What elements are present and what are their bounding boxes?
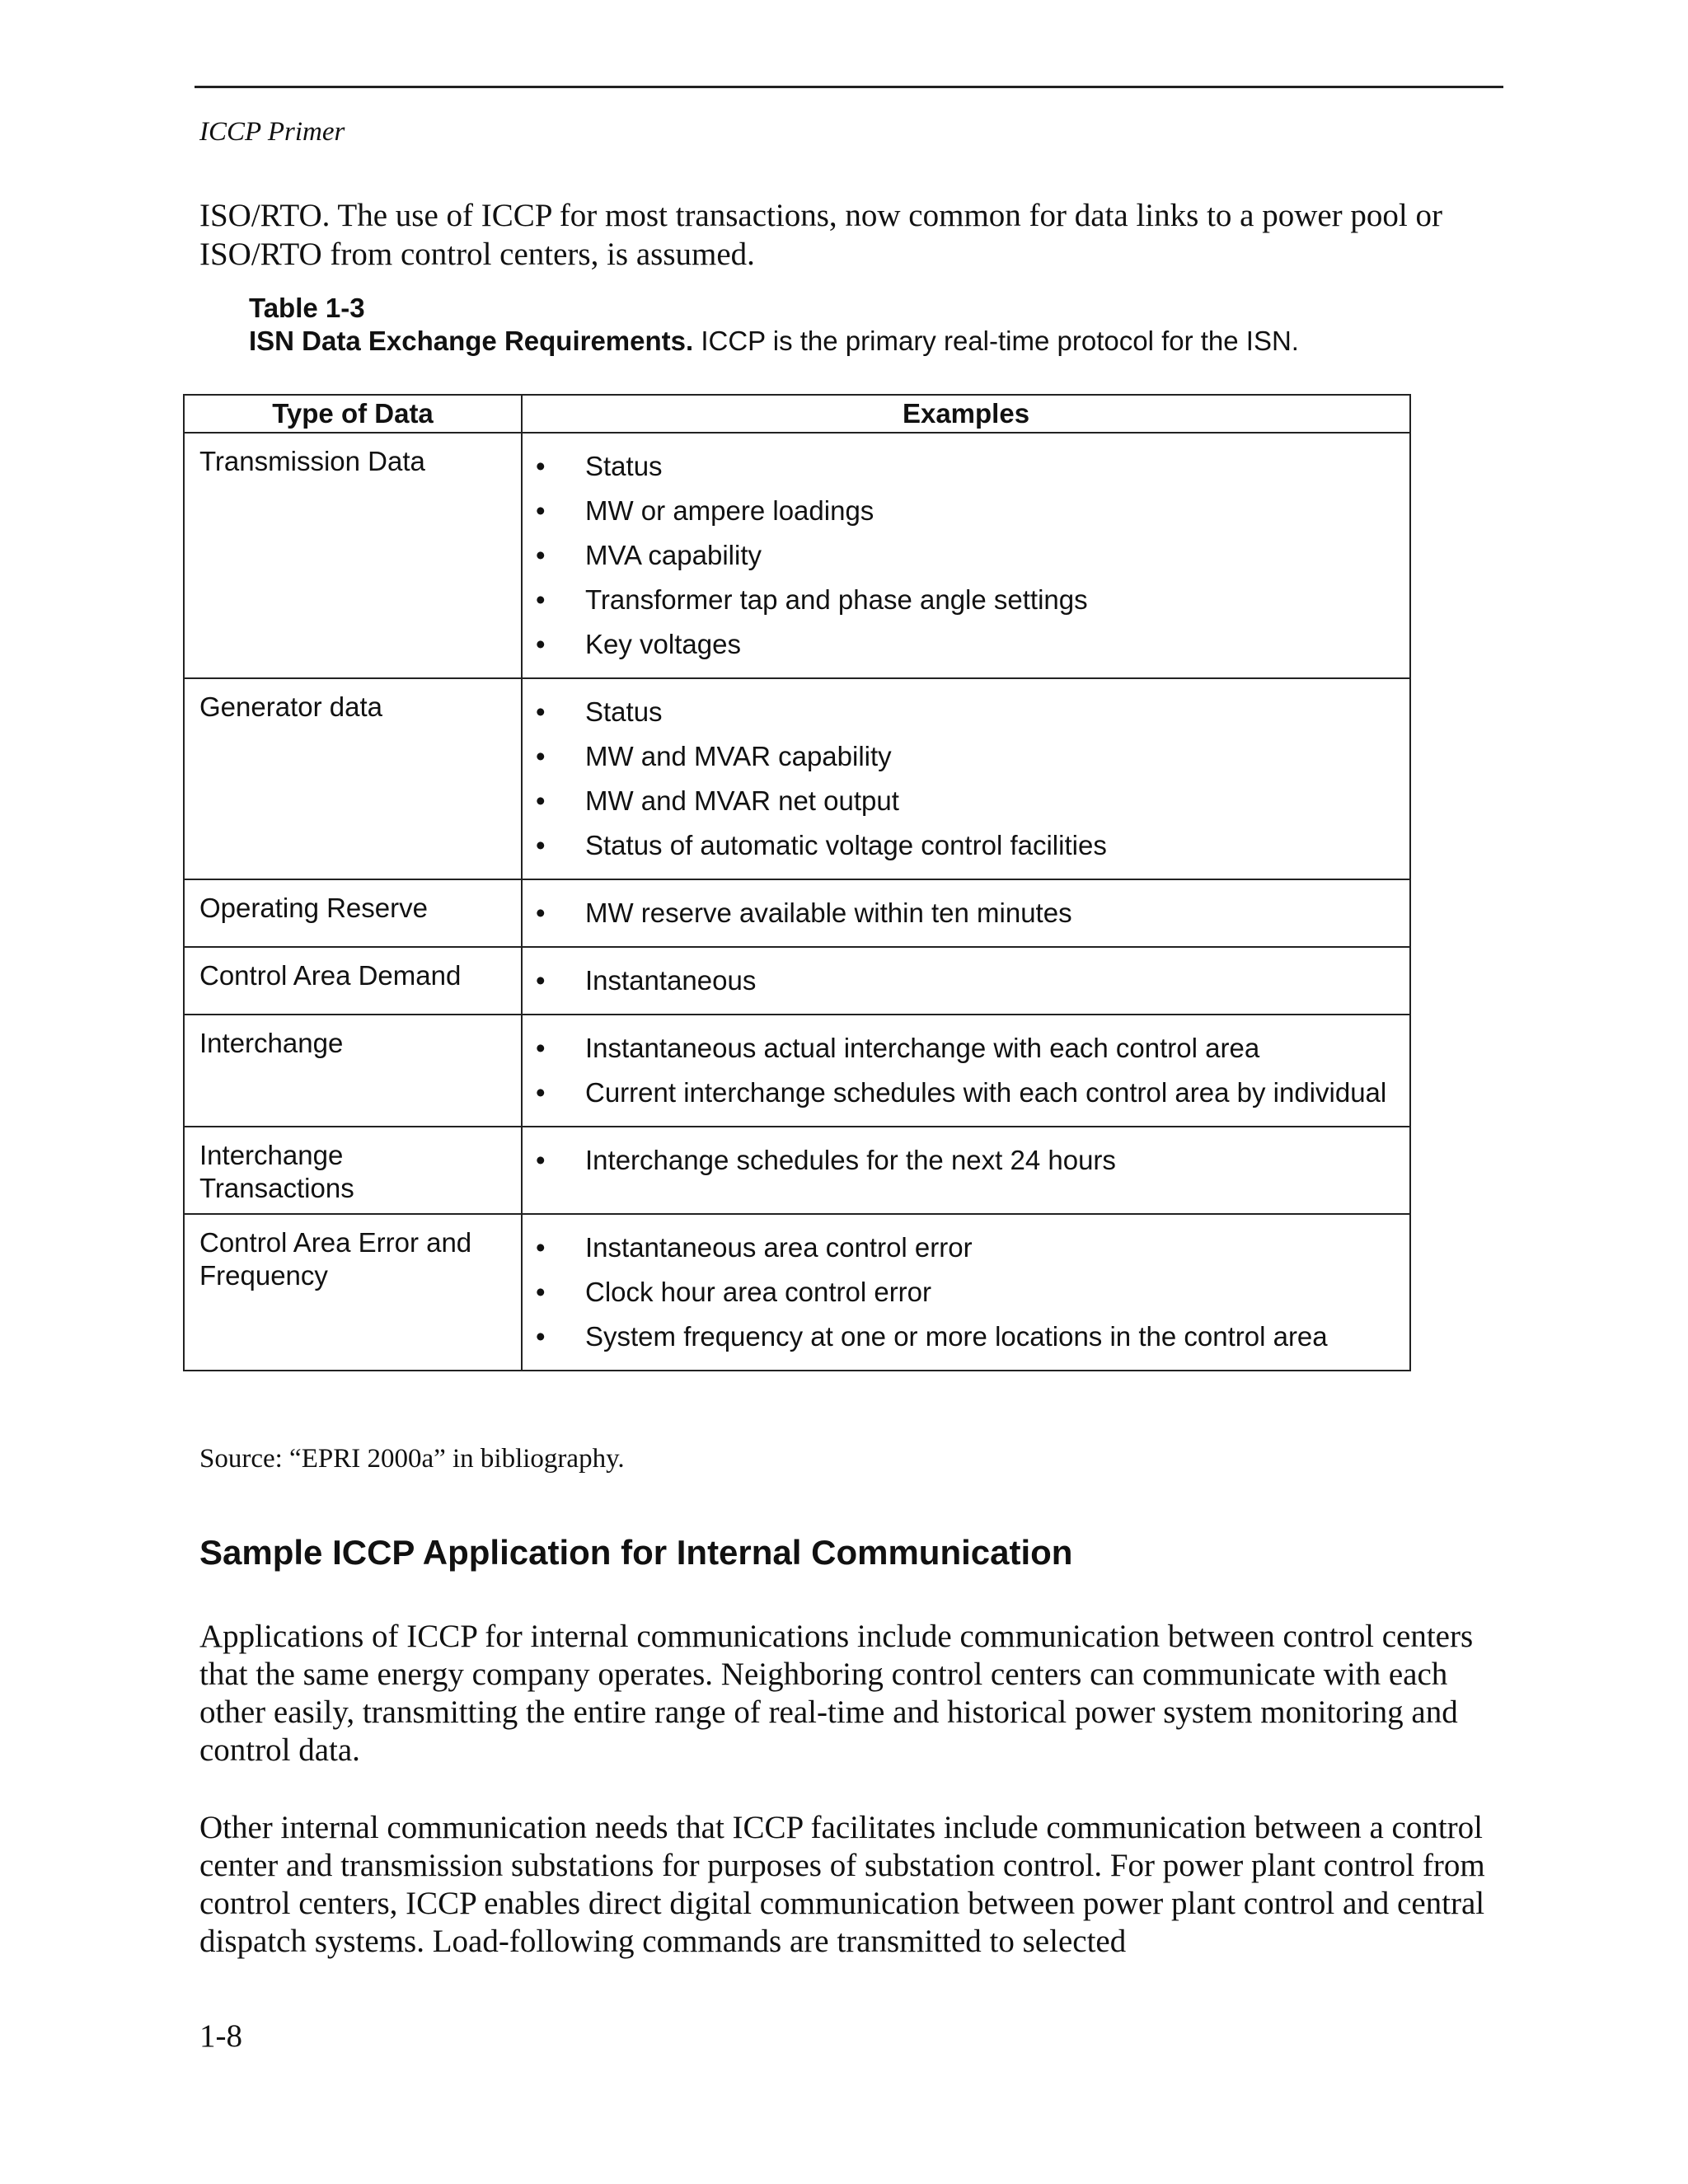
example-text: Transformer tap and phase angle settings [585, 584, 1088, 615]
list-item [536, 740, 1401, 773]
example-text: Status [585, 696, 663, 727]
list-item [536, 897, 1401, 930]
header-rule [195, 86, 1503, 88]
running-head: ICCP Primer [199, 117, 345, 147]
data-type-cell: Transmission Data [184, 433, 522, 678]
example-text: MW and MVAR capability [585, 741, 892, 771]
examples-list [536, 450, 1401, 661]
intro-paragraph: ISO/RTO. The use of ICCP for most transactions, now common for data links to a power pool or ISO/RTO from control centers, is assumed. [199, 198, 1442, 272]
section-heading: Sample ICCP Application for Internal Communication [199, 1533, 1073, 1572]
example-text: Status of automatic voltage control facilities [585, 830, 1107, 860]
data-type-cell: Control Area Demand [184, 947, 522, 1015]
list-item [536, 1076, 1401, 1109]
list-item [536, 1320, 1401, 1353]
paragraph: Applications of ICCP for internal communications include communication between control centers that the same energy company operates. Neighboring control centers can communicate with each other easily, transmitting the entire range of real-time and historical power system monitoring and control data. [199, 1619, 1474, 1768]
bullet-icon: • [536, 451, 546, 481]
list-item [536, 450, 1401, 483]
table-row [184, 1214, 1410, 1371]
example-text: MW or ampere loadings [585, 495, 874, 526]
data-type-cell: Interchange Transactions [184, 1127, 522, 1214]
page-number: 1-8 [199, 2018, 242, 2054]
bullet-icon: • [536, 830, 546, 860]
examples-list [536, 1144, 1401, 1177]
examples-cell [522, 879, 1410, 947]
bullet-icon: • [536, 898, 546, 928]
examples-list [536, 897, 1401, 930]
bullet-icon: • [536, 1145, 546, 1175]
column-header-type: Type of Data [184, 395, 522, 433]
data-type-cell: Operating Reserve [184, 879, 522, 947]
example-text: Clock hour area control error [585, 1277, 932, 1307]
examples-cell [522, 947, 1410, 1015]
table-caption [249, 292, 1299, 358]
table-row [184, 1015, 1410, 1127]
table-source: Source: “EPRI 2000a” in bibliography. [199, 1444, 625, 1474]
table-row [184, 947, 1410, 1015]
list-item [536, 964, 1401, 997]
examples-list [536, 1231, 1401, 1353]
example-text: Status [585, 451, 663, 481]
list-item [536, 829, 1401, 862]
example-text: Interchange schedules for the next 24 hours [585, 1145, 1116, 1175]
example-text: MVA capability [585, 540, 762, 570]
bullet-icon: • [536, 696, 546, 727]
table-body [184, 433, 1410, 1371]
list-item [536, 696, 1401, 729]
data-exchange-table [183, 394, 1411, 1371]
column-header-examples: Examples [522, 395, 1410, 433]
examples-list [536, 964, 1401, 997]
data-type-cell: Control Area Error and Frequency [184, 1214, 522, 1371]
data-type-cell: Generator data [184, 678, 522, 879]
bullet-icon: • [536, 1321, 546, 1352]
example-text: Instantaneous actual interchange with each control area [585, 1033, 1260, 1063]
list-item [536, 583, 1401, 616]
bullet-icon: • [536, 495, 546, 526]
list-item [536, 1144, 1401, 1177]
table-row [184, 678, 1410, 879]
bullet-icon: • [536, 1033, 546, 1063]
example-text: Current interchange schedules with each control area by individual [585, 1077, 1387, 1108]
example-text: Instantaneous [585, 965, 757, 996]
example-text: System frequency at one or more locations in the control area [585, 1321, 1328, 1352]
list-item [536, 628, 1401, 661]
bullet-icon: • [536, 540, 546, 570]
examples-list [536, 696, 1401, 862]
paragraph: Other internal communication needs that ICCP facilitates include communication between a control center and transmission substations for purposes of substation control. For power plant control from control centers, ICCP enables direct digital communication between power plant control and central dispatch systems. Load-following commands are transmitted to selected [199, 1810, 1485, 1959]
list-item [536, 494, 1401, 527]
example-text: MW and MVAR net output [585, 785, 899, 816]
table-description: ICCP is the primary real-time protocol for the ISN. [693, 326, 1299, 356]
data-type-cell: Interchange [184, 1015, 522, 1127]
example-text: Key voltages [585, 629, 741, 659]
examples-cell [522, 1214, 1410, 1371]
table-row [184, 1127, 1410, 1214]
table-row [184, 433, 1410, 678]
examples-list [536, 1032, 1401, 1109]
table-header-row [184, 395, 1410, 433]
examples-cell [522, 1127, 1410, 1214]
list-item [536, 1032, 1401, 1065]
list-item [536, 1276, 1401, 1309]
bullet-icon: • [536, 1077, 546, 1108]
table-row [184, 879, 1410, 947]
example-text: Instantaneous area control error [585, 1232, 973, 1263]
bullet-icon: • [536, 1232, 546, 1263]
example-text: MW reserve available within ten minutes [585, 898, 1072, 928]
table-title: ISN Data Exchange Requirements. [249, 326, 694, 356]
bullet-icon: • [536, 785, 546, 816]
list-item [536, 1231, 1401, 1264]
bullet-icon: • [536, 965, 546, 996]
examples-cell [522, 678, 1410, 879]
bullet-icon: • [536, 629, 546, 659]
list-item [536, 539, 1401, 572]
bullet-icon: • [536, 741, 546, 771]
table-number: Table 1-3 [249, 293, 365, 323]
examples-cell [522, 433, 1410, 678]
bullet-icon: • [536, 1277, 546, 1307]
examples-cell [522, 1015, 1410, 1127]
bullet-icon: • [536, 584, 546, 615]
list-item [536, 785, 1401, 818]
